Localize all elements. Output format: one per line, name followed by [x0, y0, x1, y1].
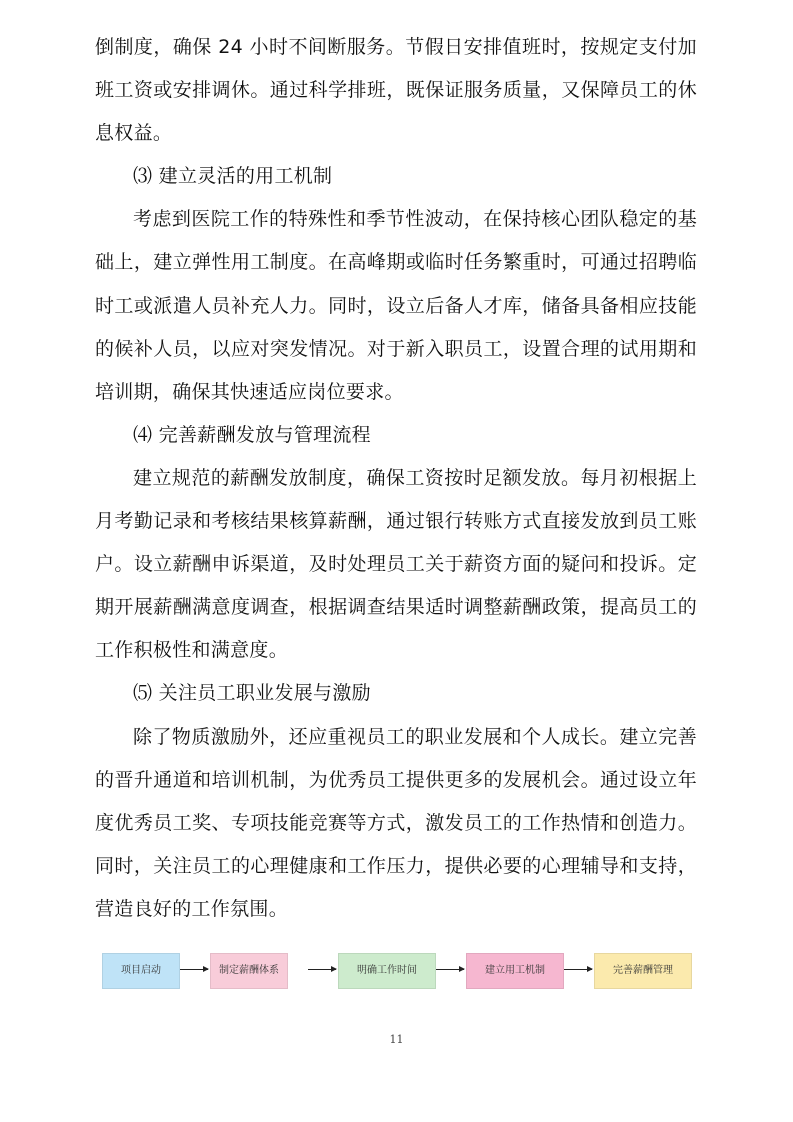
flow-step-1: 项目启动 — [102, 953, 180, 989]
flow-step-4: 建立用工机制 — [466, 953, 564, 989]
section-heading-flexible-employment: ⑶ 建立灵活的用工机制 — [133, 165, 333, 188]
flow-arrow-3 — [436, 969, 464, 970]
flow-step-5: 完善薪酬管理 — [594, 953, 692, 989]
flow-arrow-4 — [564, 969, 592, 970]
process-flowchart — [102, 953, 692, 989]
page-number: 11 — [389, 1033, 404, 1046]
paragraph-career-development: 除了物质激励外，还应重视员工的职业发展和个人成长。建立完善的晋升通道和培训机制，为优秀员工提供更多的发展机会。通过设立年度优秀员工奖、专项技能竞赛等方式，激发员工的工作热情和创造力。同时，关注员工的心理健康和工作压力，提供必要的心理辅导和支持，营造良好的工作氛围。 — [95, 725, 697, 920]
section-heading-salary-process: ⑷ 完善薪酬发放与管理流程 — [133, 423, 371, 446]
paragraph-flexible-employment: 考虑到医院工作的特殊性和季节性波动，在保持核心团队稳定的基础上，建立弹性用工制度。在高峰期或临时任务繁重时，可通过招聘临时工或派遣人员补充人力。同时，设立后备人才库，储备具备相应技能的候补人员，以应对突发情况。对于新入职员工，设置合理的试用期和培训期，确保其快速适应岗位要求。 — [95, 208, 697, 403]
paragraph-salary-process: 建立规范的薪酬发放制度，确保工资按时足额发放。每月初根据上月考勤记录和考核结果核算薪酬，通过银行转账方式直接发放到员工账户。设立薪酬申诉渠道，及时处理员工关于薪资方面的疑问和投诉。定期开展薪酬满意度调查，根据调查结果适时调整薪酬政策，提高员工的工作积极性和满意度。 — [95, 466, 697, 662]
flow-step-2: 制定薪酬体系 — [210, 953, 288, 989]
document-body — [95, 26, 697, 931]
paragraph-shift-system: 倒制度，确保 24 小时不间断服务。节假日安排值班时，按规定支付加班工资或安排调休。通过科学排班，既保证服务质量，又保障员工的休息权益。 — [95, 36, 697, 145]
flow-arrow-1 — [180, 969, 208, 970]
section-heading-career-development: ⑸ 关注员工职业发展与激励 — [133, 682, 371, 705]
flow-arrow-2 — [308, 969, 336, 970]
flow-step-3: 明确工作时间 — [338, 953, 436, 989]
